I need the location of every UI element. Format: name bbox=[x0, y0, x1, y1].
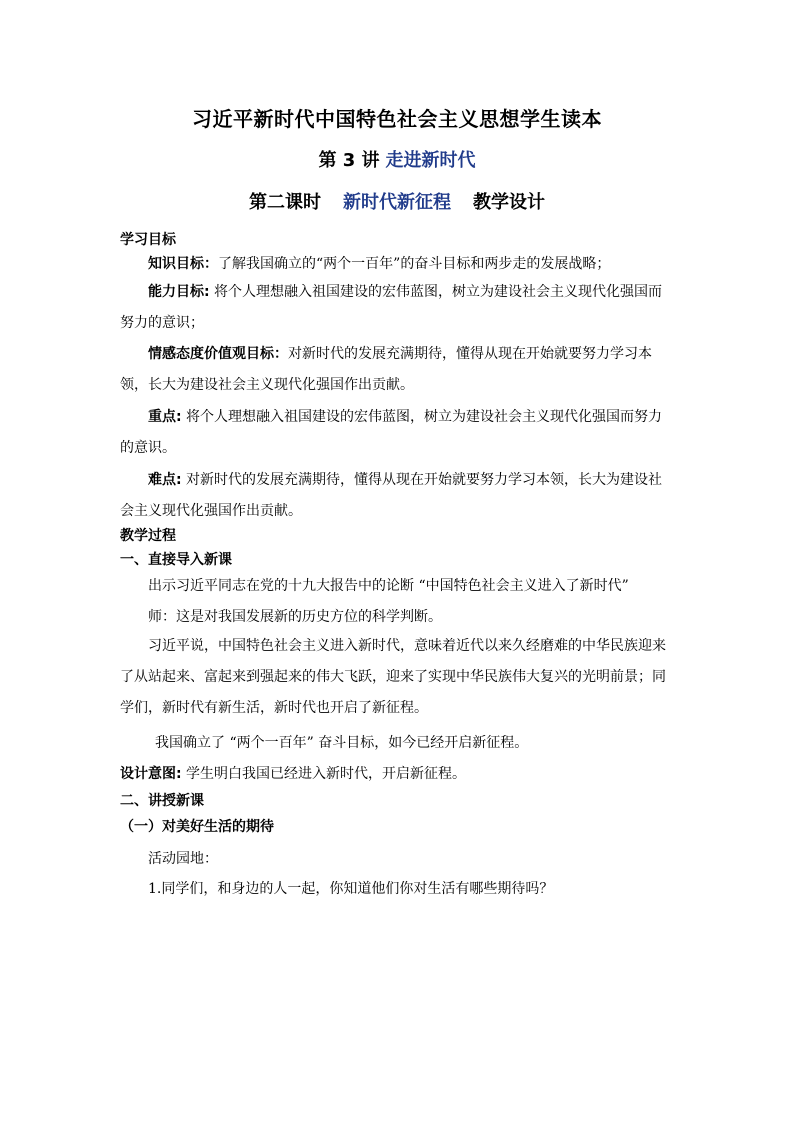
ability-label: 能力目标: bbox=[148, 284, 210, 300]
lecture-number: 第 3 讲 bbox=[318, 150, 380, 171]
lecture-name: 走进新时代 bbox=[385, 150, 476, 171]
design-text: 学生明白我国已经进入新时代，开启新征程。 bbox=[181, 766, 467, 782]
key-point bbox=[120, 402, 676, 464]
lesson-heading bbox=[0, 188, 794, 214]
s1-line1: 出示习近平同志在党的十九大报告中的论断 “中国特色社会主义进入了新时代” bbox=[148, 578, 629, 594]
ability-objective bbox=[120, 277, 676, 339]
section1-heading: 一、直接导入新课 bbox=[120, 552, 232, 568]
design-label: 设计意图: bbox=[120, 766, 182, 782]
s1-paragraph: 习近平说，中国特色社会主义进入新时代，意味着近代以来久经磨难的中华民族迎来了从站起来、富起来到强起来的伟大飞跃，迎来了实现中华民族伟大复兴的光明前景；同学们，新时代有新生活，新时代也开启了新征程。 bbox=[120, 638, 666, 716]
ability-text: 将个人理想融入祖国建设的宏伟蓝图，树立为建设社会主义现代化强国而努力的意识； bbox=[120, 284, 663, 331]
lecture-heading bbox=[0, 146, 794, 172]
process-heading: 教学过程 bbox=[120, 528, 176, 544]
lesson-tail: 教学设计 bbox=[473, 192, 545, 213]
key-label: 重点: bbox=[148, 409, 182, 425]
lesson-number: 第二课时 bbox=[249, 192, 321, 213]
knowledge-text: 了解我国确立的“两个一百年”的奋斗目标和两步走的发展战略； bbox=[218, 256, 611, 272]
section2-heading: 二、讲授新课 bbox=[120, 793, 204, 809]
lesson-name: 新时代新征程 bbox=[343, 192, 451, 213]
objectives-heading: 学习目标 bbox=[120, 232, 176, 248]
document-title: 习近平新时代中国特色社会主义思想学生读本 bbox=[192, 107, 602, 131]
design-intent bbox=[120, 763, 680, 783]
knowledge-label: 知识目标： bbox=[148, 256, 218, 272]
difficulty-label: 难点: bbox=[148, 472, 182, 488]
difficulty-text: 对新时代的发展充满期待，懂得从现在开始就要努力学习本领，长大为建设社会主义现代化强国作出贡献。 bbox=[120, 472, 663, 519]
key-text: 将个人理想融入祖国建设的宏伟蓝图，树立为建设社会主义现代化强国而努力的意识。 bbox=[120, 409, 663, 456]
emotion-objective bbox=[120, 339, 676, 401]
s1-line3: 我国确立了 “两个一百年” 奋斗目标，如今已经开启新征程。 bbox=[155, 735, 529, 751]
subsection1-heading: （一）对美好生活的期待 bbox=[120, 819, 274, 835]
emotion-label: 情感态度价值观目标： bbox=[148, 346, 288, 362]
knowledge-objective bbox=[148, 253, 708, 273]
activity-label: 活动园地： bbox=[148, 851, 218, 867]
activity-question-1: 1.同学们，和身边的人一起，你知道他们你对生活有哪些期待吗？ bbox=[148, 881, 554, 897]
s1-line2: 师：这是对我国发展新的历史方位的科学判断。 bbox=[148, 609, 442, 625]
difficulty-point bbox=[120, 465, 676, 527]
emotion-text: 对新时代的发展充满期待，懂得从现在开始就要努力学习本领，长大为建设社会主义现代化强国作出贡献。 bbox=[120, 346, 652, 393]
